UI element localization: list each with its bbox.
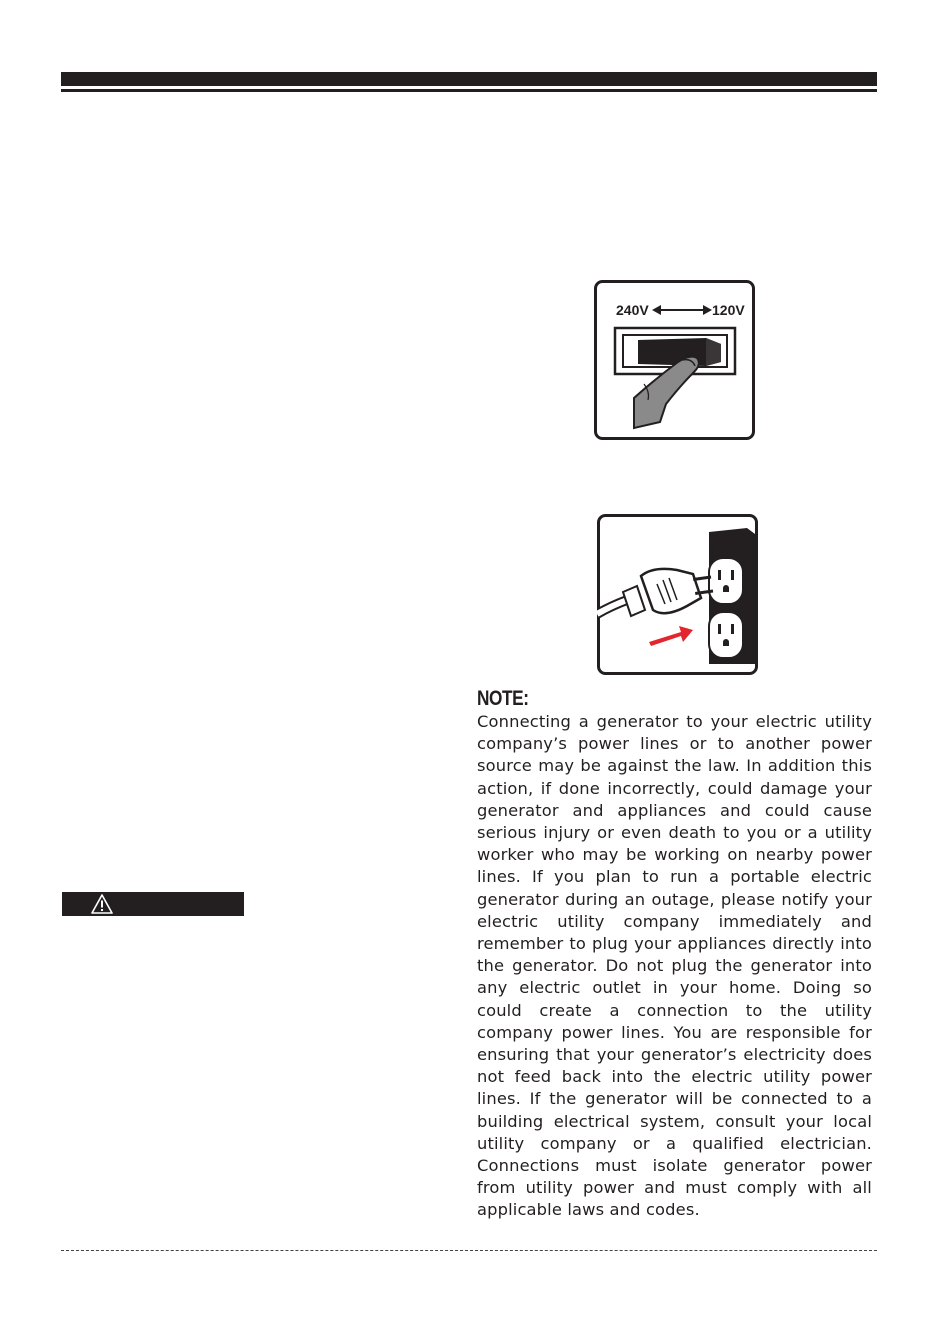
note-title: NOTE: bbox=[477, 687, 529, 710]
voltage-switch-figure bbox=[594, 280, 755, 440]
voltage-label-120v: 120V bbox=[712, 302, 745, 318]
voltage-label-240v: 240V bbox=[616, 302, 649, 318]
outlet-upper bbox=[709, 558, 743, 604]
header-rule bbox=[61, 89, 877, 92]
footer-dashed-rule bbox=[61, 1250, 877, 1251]
outlet-lower bbox=[709, 612, 743, 658]
plug-outlet-figure bbox=[597, 514, 758, 675]
header-bar bbox=[61, 72, 877, 86]
note-body: Connecting a generator to your electric utility company’s power lines or to another power source may be against the law. In addition this action, if done incorrectly, could damage your generator and appliances and could cause serious injury or even death to you or a utility worker who may be working on nearby power lines. If you plan to run a portable electric generator during an outage, please notify your electric utility company immediately and remember to plug your appliances directly into the generator. Do not plug the generator into any electric outlet in your home. Doing so could create a connection to the utility company power lines. You are responsible for ensuring that your generator’s electricity does not feed back into the electric utility power lines. If the generator will be connected to a building electrical system, consult your local utility company or a qualified electrician. Connections must isolate generator power from utility power and must comply with all applicable laws and codes. bbox=[477, 712, 872, 1220]
warning-badge bbox=[62, 892, 244, 916]
warning-triangle-icon bbox=[91, 894, 113, 914]
